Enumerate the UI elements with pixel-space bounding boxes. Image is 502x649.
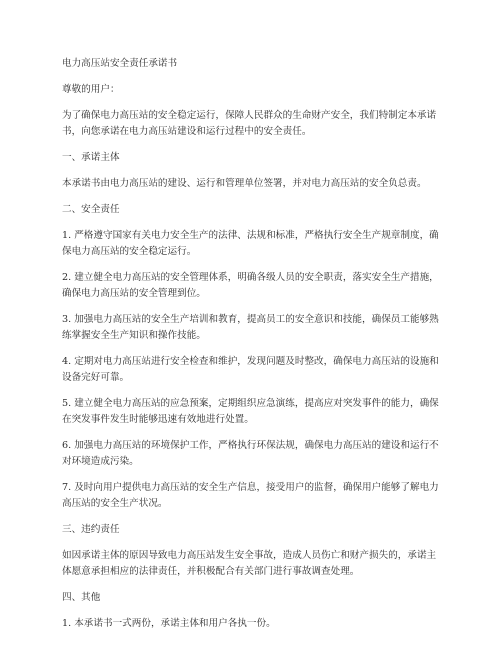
salutation: 尊敬的用户： <box>62 84 120 95</box>
responsibility-item-4: 4. 定期对电力高压站进行安全检查和维护，发现问题及时整改，确保电力高压站的设施和设备完好可靠。 <box>62 356 439 383</box>
section-heading-liability: 三、违约责任 <box>62 524 120 535</box>
liability-paragraph: 如因承诺主体的原因导致电力高压站发生安全事故，造成人员伤亡和财产损失的，承诺主体愿意承担相应的法律责任，并积极配合有关部门进行事故调查处理。 <box>62 550 437 577</box>
intro-paragraph: 为了确保电力高压站的安全稳定运行，保障人民群众的生命财产安全，我们特制定本承诺书，向您承诺在电力高压站建设和运行过程中的安全责任。 <box>62 110 437 137</box>
section-heading-subject: 一、承诺主体 <box>62 152 120 163</box>
responsibility-item-3: 3. 加强电力高压站的安全生产培训和教育，提高员工的安全意识和技能，确保员工能够熟练掌握安全生产知识和操作技能。 <box>62 314 439 341</box>
subject-paragraph: 本承诺书由电力高压站的建设、运行和管理单位签署，并对电力高压站的安全负总责。 <box>62 178 427 189</box>
responsibility-item-2: 2. 建立健全电力高压站的安全管理体系，明确各级人员的安全职责，落实安全生产措施，确保电力高压站的安全管理到位。 <box>62 272 439 299</box>
document-title: 电力高压站安全责任承诺书 <box>62 58 178 69</box>
section-heading-other: 四、其他 <box>62 592 101 603</box>
responsibility-item-5: 5. 建立健全电力高压站的应急预案，定期组织应急演练，提高应对突发事件的能力，确保在突发事件发生时能够迅速有效地进行处置。 <box>62 398 439 425</box>
responsibility-item-6: 6. 加强电力高压站的环境保护工作，严格执行环保法规，确保电力高压站的建设和运行不对环境造成污染。 <box>62 440 439 467</box>
section-heading-responsibility: 二、安全责任 <box>62 204 120 215</box>
other-item-1: 1. 本承诺书一式两份，承诺主体和用户各执一份。 <box>62 618 276 629</box>
responsibility-item-7: 7. 及时向用户提供电力高压站的安全生产信息，接受用户的监督，确保用户能够了解电力高压站的安全生产状况。 <box>62 482 439 509</box>
responsibility-item-1: 1. 严格遵守国家有关电力安全生产的法律、法规和标准，严格执行安全生产规章制度，确保电力高压站的安全稳定运行。 <box>62 230 439 257</box>
document-page <box>62 56 442 642</box>
